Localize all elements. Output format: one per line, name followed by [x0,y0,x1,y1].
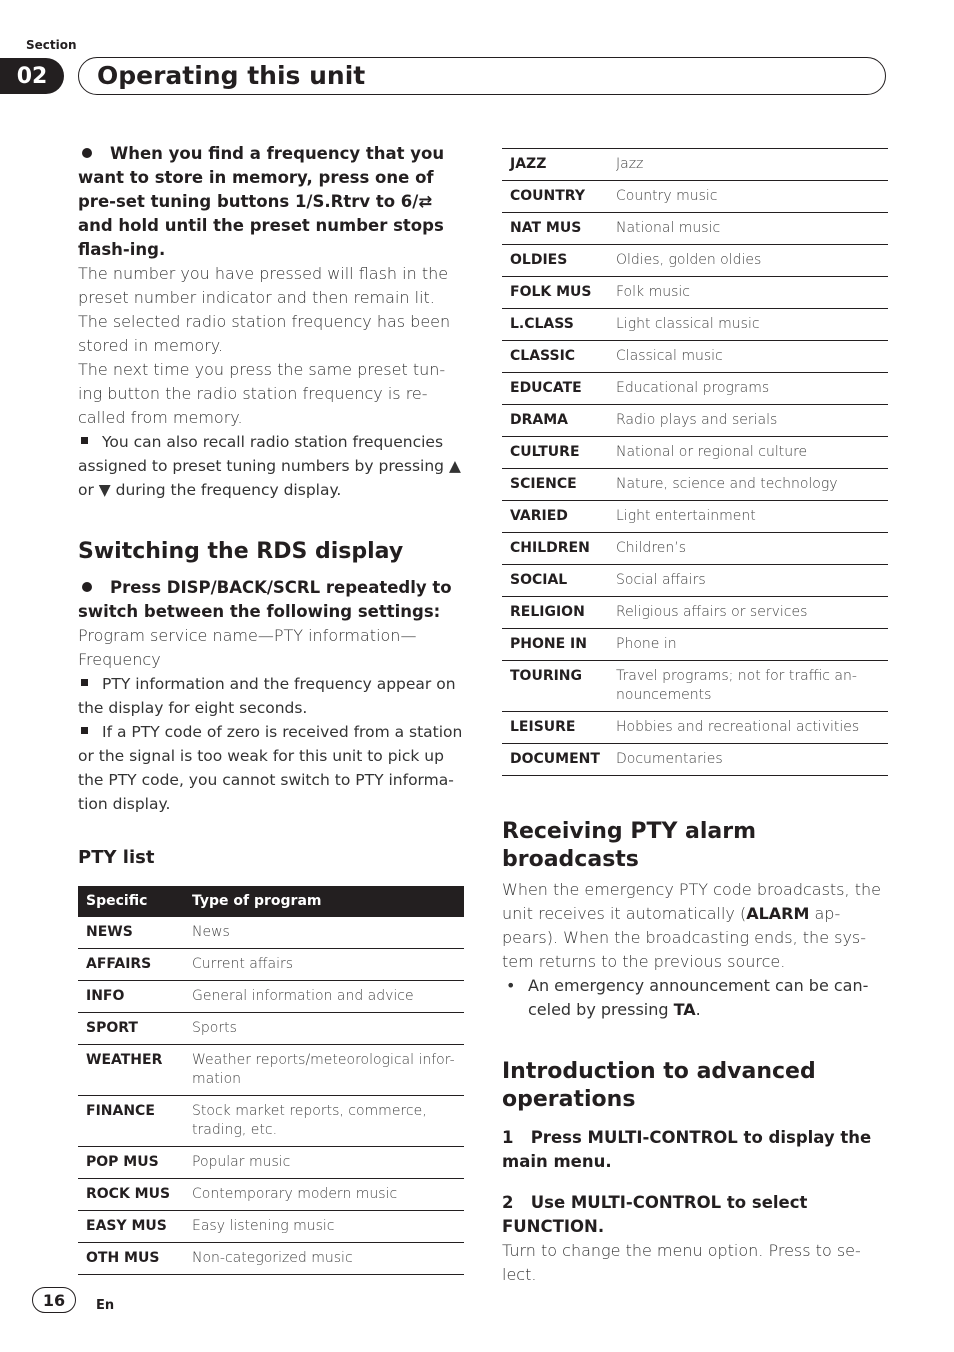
table-row [502,501,888,533]
heading-switching-rds: Switching the RDS display [78,539,404,564]
language-label: En [96,1298,115,1313]
pty-code: SOCIAL [502,565,608,597]
pty-description: Travel programs; not for traffic an-nouncements [608,661,888,712]
note-pty-eight-seconds: PTY information and the frequency appear on the display for eight seconds. [78,675,456,717]
right-column [502,148,890,1287]
table-row [502,565,888,597]
pty-description: Jazz [608,149,888,181]
pty-description: National music [608,213,888,245]
step-2: 2 Use MULTI-CONTROL to select FUNCTION. [502,1193,808,1236]
pty-table-left [78,886,464,1275]
pty-code: LEISURE [502,712,608,744]
table-row [502,277,888,309]
pty-code: OTH MUS [78,1243,184,1275]
pty-description: Light classical music [608,309,888,341]
pty-code: INFO [78,981,184,1013]
pty-code: CULTURE [502,437,608,469]
pty-description: Stock market reports, commerce, trading, etc. [184,1096,464,1147]
pty-code: JAZZ [502,149,608,181]
step-1: 1 Press MULTI-CONTROL to display the main menu. [502,1128,872,1171]
table-row [502,245,888,277]
table-row [502,149,888,181]
table-row [502,309,888,341]
pty-description: Religious affairs or services [608,597,888,629]
pty-description: Non-categorized music [184,1243,464,1275]
pty-description: News [184,917,464,949]
pty-description: Weather reports/meteorological infor-mation [184,1045,464,1096]
table-row [502,341,888,373]
pty-description: Social affairs [608,565,888,597]
pty-code: NEWS [78,917,184,949]
pty-code: TOURING [502,661,608,712]
page-number: 16 [32,1287,76,1313]
note-pty-code-zero: If a PTY code of zero is received from a station or the signal is too weak for this unit to pick up the PTY code, you cannot switch to PTY informa-tion display. [78,723,463,813]
pty-description: Current affairs [184,949,464,981]
ta-button-text: TA [673,1000,696,1019]
pty-code: SCIENCE [502,469,608,501]
note-square-icon [81,727,88,734]
table-row [78,1147,464,1179]
pty-code: RELIGION [502,597,608,629]
pty-description: Country music [608,181,888,213]
paragraph-alarm: When the emergency PTY code broadcasts, the unit receives it automatically (ALARM ap-pears). When the broadcasting ends, the sys-tem returns to the previous source. [502,880,881,971]
pty-code: VARIED [502,501,608,533]
pty-code: FINANCE [78,1096,184,1147]
note-recall-arrows: You can also recall radio station frequencies assigned to preset tuning numbers by pressing ▲ or ▼ during the frequency display. [78,433,461,499]
step-number: 2 [502,1193,514,1212]
table-row [502,405,888,437]
instruction-disp-back-scrl: Press DISP/BACK/SCRL repeatedly to switch between the following settings: [78,578,452,621]
pty-description: Radio plays and serials [608,405,888,437]
table-row [502,597,888,629]
pty-description: Classical music [608,341,888,373]
bullet-emergency-cancel: • An emergency announcement can be can-celed by pressing TA. [502,974,890,1022]
table-row [78,981,464,1013]
table-row [502,712,888,744]
heading-advanced-operations: Introduction to advanced operations [502,1059,816,1112]
paragraph-preset-recall: The next time you press the same preset tun-ing button the radio station frequency is re-called from memory. [78,360,446,427]
left-column [78,142,466,1275]
column-header-specific: Specific [78,886,184,917]
table-row [78,917,464,949]
pty-code: OLDIES [502,245,608,277]
table-row [78,1211,464,1243]
pty-code: CHILDREN [502,533,608,565]
pty-code: PHONE IN [502,629,608,661]
heading-pty-list: PTY list [78,847,155,868]
heading-pty-alarm: Receiving PTY alarm broadcasts [502,819,757,872]
pty-table-right [502,148,888,776]
pty-code: EASY MUS [78,1211,184,1243]
pty-code: WEATHER [78,1045,184,1096]
pty-description: Oldies, golden oldies [608,245,888,277]
pty-description: Folk music [608,277,888,309]
table-row [78,1243,464,1275]
alarm-indicator-text: ALARM [746,904,810,923]
pty-code: NAT MUS [502,213,608,245]
table-row [78,1013,464,1045]
pty-code: FOLK MUS [502,277,608,309]
page-title: Operating this unit [97,61,366,90]
section-label: Section [26,38,77,52]
table-row [502,744,888,776]
pty-description: Contemporary modern music [184,1179,464,1211]
table-row [502,629,888,661]
pty-description: Educational programs [608,373,888,405]
pty-description: Sports [184,1013,464,1045]
table-row [502,181,888,213]
bullet-icon [82,582,92,592]
pty-code: COUNTRY [502,181,608,213]
pty-code: L.CLASS [502,309,608,341]
table-row [78,1096,464,1147]
pty-description: General information and advice [184,981,464,1013]
table-header-row [78,886,464,917]
pty-description: Children’s [608,533,888,565]
pty-description: National or regional culture [608,437,888,469]
note-square-icon [81,679,88,686]
instruction-store-frequency: When you find a frequency that you want to store in memory, press one of pre-set tuning buttons 1/S.Rtrv to 6/⇄ and hold until the preset number stops flash-ing. [78,144,445,259]
pty-description: Phone in [608,629,888,661]
pty-code: DOCUMENT [502,744,608,776]
pty-description: Light entertainment [608,501,888,533]
pty-code: CLASSIC [502,341,608,373]
table-row [502,661,888,712]
note-square-icon [81,437,88,444]
pty-description: Nature, science and technology [608,469,888,501]
bullet-icon [82,148,92,158]
pty-code: POP MUS [78,1147,184,1179]
pty-code: ROCK MUS [78,1179,184,1211]
pty-code: AFFAIRS [78,949,184,981]
pty-code: SPORT [78,1013,184,1045]
pty-description: Easy listening music [184,1211,464,1243]
table-row [502,469,888,501]
section-number: 02 [0,58,64,94]
pty-description: Popular music [184,1147,464,1179]
table-row [78,1179,464,1211]
table-row [502,533,888,565]
step-number: 1 [502,1128,514,1147]
paragraph-preset-flash: The number you have pressed will flash in the preset number indicator and then remain lit. The selected radio station frequency has been stored in memory. [78,264,451,355]
paragraph-display-cycle: Program service name—PTY information—Frequency [78,626,417,669]
table-row [78,949,464,981]
table-row [502,213,888,245]
column-header-type: Type of program [184,886,464,917]
pty-code: EDUCATE [502,373,608,405]
pty-description: Documentaries [608,744,888,776]
table-row [502,373,888,405]
paragraph-step2-detail: Turn to change the menu option. Press to se-lect. [502,1241,861,1284]
table-row [502,437,888,469]
table-row [78,1045,464,1096]
pty-code: DRAMA [502,405,608,437]
pty-description: Hobbies and recreational activities [608,712,888,744]
